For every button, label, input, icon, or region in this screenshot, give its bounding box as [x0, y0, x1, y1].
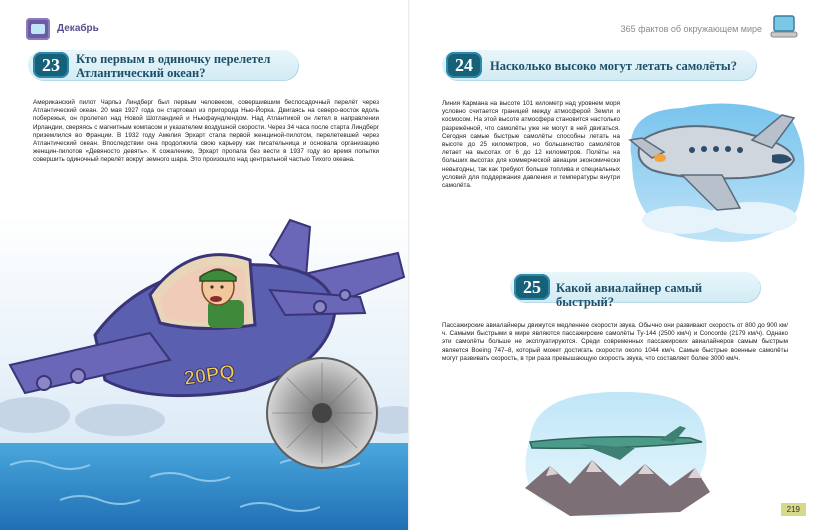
fact-25-text: Пассажирские авиалайнеры движутся медленнее скорости звука. Обычно они развивают скорость от 800 до 900 км/ч. Самыми быстрыми в мире являются пассажирские самолёты Ту-144 (2500 км/ч) и Concorde (2179 км/ч). Однако эти самолёты больше не эксплуатируются. Среди современных пассажирских авиалайнеров самым быстрым является Boeing 747–8, который может достигать скорости около 1044 км/ч. Самые быстрые военные самолёты могут развивать скорость, в три раза превышающую скорость звука, что составляет более 3000 км/ч. — [442, 322, 788, 362]
cartoon-plane-illustration — [0, 215, 410, 530]
page-number: 219 — [781, 503, 806, 516]
fact-25-title: Какой авиалайнер самый быстрый? — [556, 281, 703, 309]
calendar-icon — [26, 18, 50, 40]
supersonic-jet-illustration — [510, 388, 720, 523]
fact-24-text: Линия Кармана на высоте 101 километр над уровнем моря условно считается границей между атмосферой Земли и космосом. На этой высоте атмосфера становится настолько разрежённой, что самолёты уже не могут в ней двигаться. Сегодня самые быстрые самолёты способны летать на высоте до 25 километров, но большинство самолётов летает на высотах от 6 до 12 километров. Полёты на больших высотах для коммерческой авиации экономически невыгодны, так как требуют больше топлива и специальных условий для поддержания давления и температуры внутри самолёта. — [442, 100, 620, 190]
fact-24-title: Насколько высоко могут летать самолёты? — [490, 59, 737, 73]
laptop-icon — [770, 14, 798, 40]
plane-marking: 20PQ — [182, 361, 237, 390]
fact-24-number: 24 — [446, 52, 482, 78]
fact-23-text: Американский пилот Чарльз Линдберг был первым человеком, совершившим беспосадочный перелёт через Атлантический океан. 20 мая 1927 года он стартовал из пригорода Нью-Йорка. Двигаясь на северо-восток вдоль побережья, он пролетел над Новой Шотландией и Ньюфаундлендом. Над Атлантикой он летел в направлении Ирландии, сверяясь с магнитным компасом и указателем воздушной скорости. Через 34 часа после старта Линдберг приземлился во Франции. В 1932 году Амелия Эрхарт стала первой женщиной-пилотом, перелетевшей через Атлантический океан. Впоследствии она продолжила свою карьеру как писательница и основала организацию женщин-пилотов «Девяносто девять». К сожалению, Эрхарт пропала без вести в 1937 году во время попытки совершить одиночный перелёт вокруг земного шара. Это произошло над центральной частью Тихого океана. — [33, 99, 379, 164]
fact-23-number: 23 — [33, 52, 69, 78]
right-page — [410, 0, 820, 530]
month-label: Декабрь — [57, 23, 99, 34]
fact-23-title: Кто первым в одиночку перелетел Атлантический океан? — [76, 52, 271, 80]
fact-25-number: 25 — [514, 274, 550, 300]
book-title: 365 фактов об окружающем мире — [620, 24, 762, 34]
high-altitude-plane-illustration — [622, 100, 810, 248]
